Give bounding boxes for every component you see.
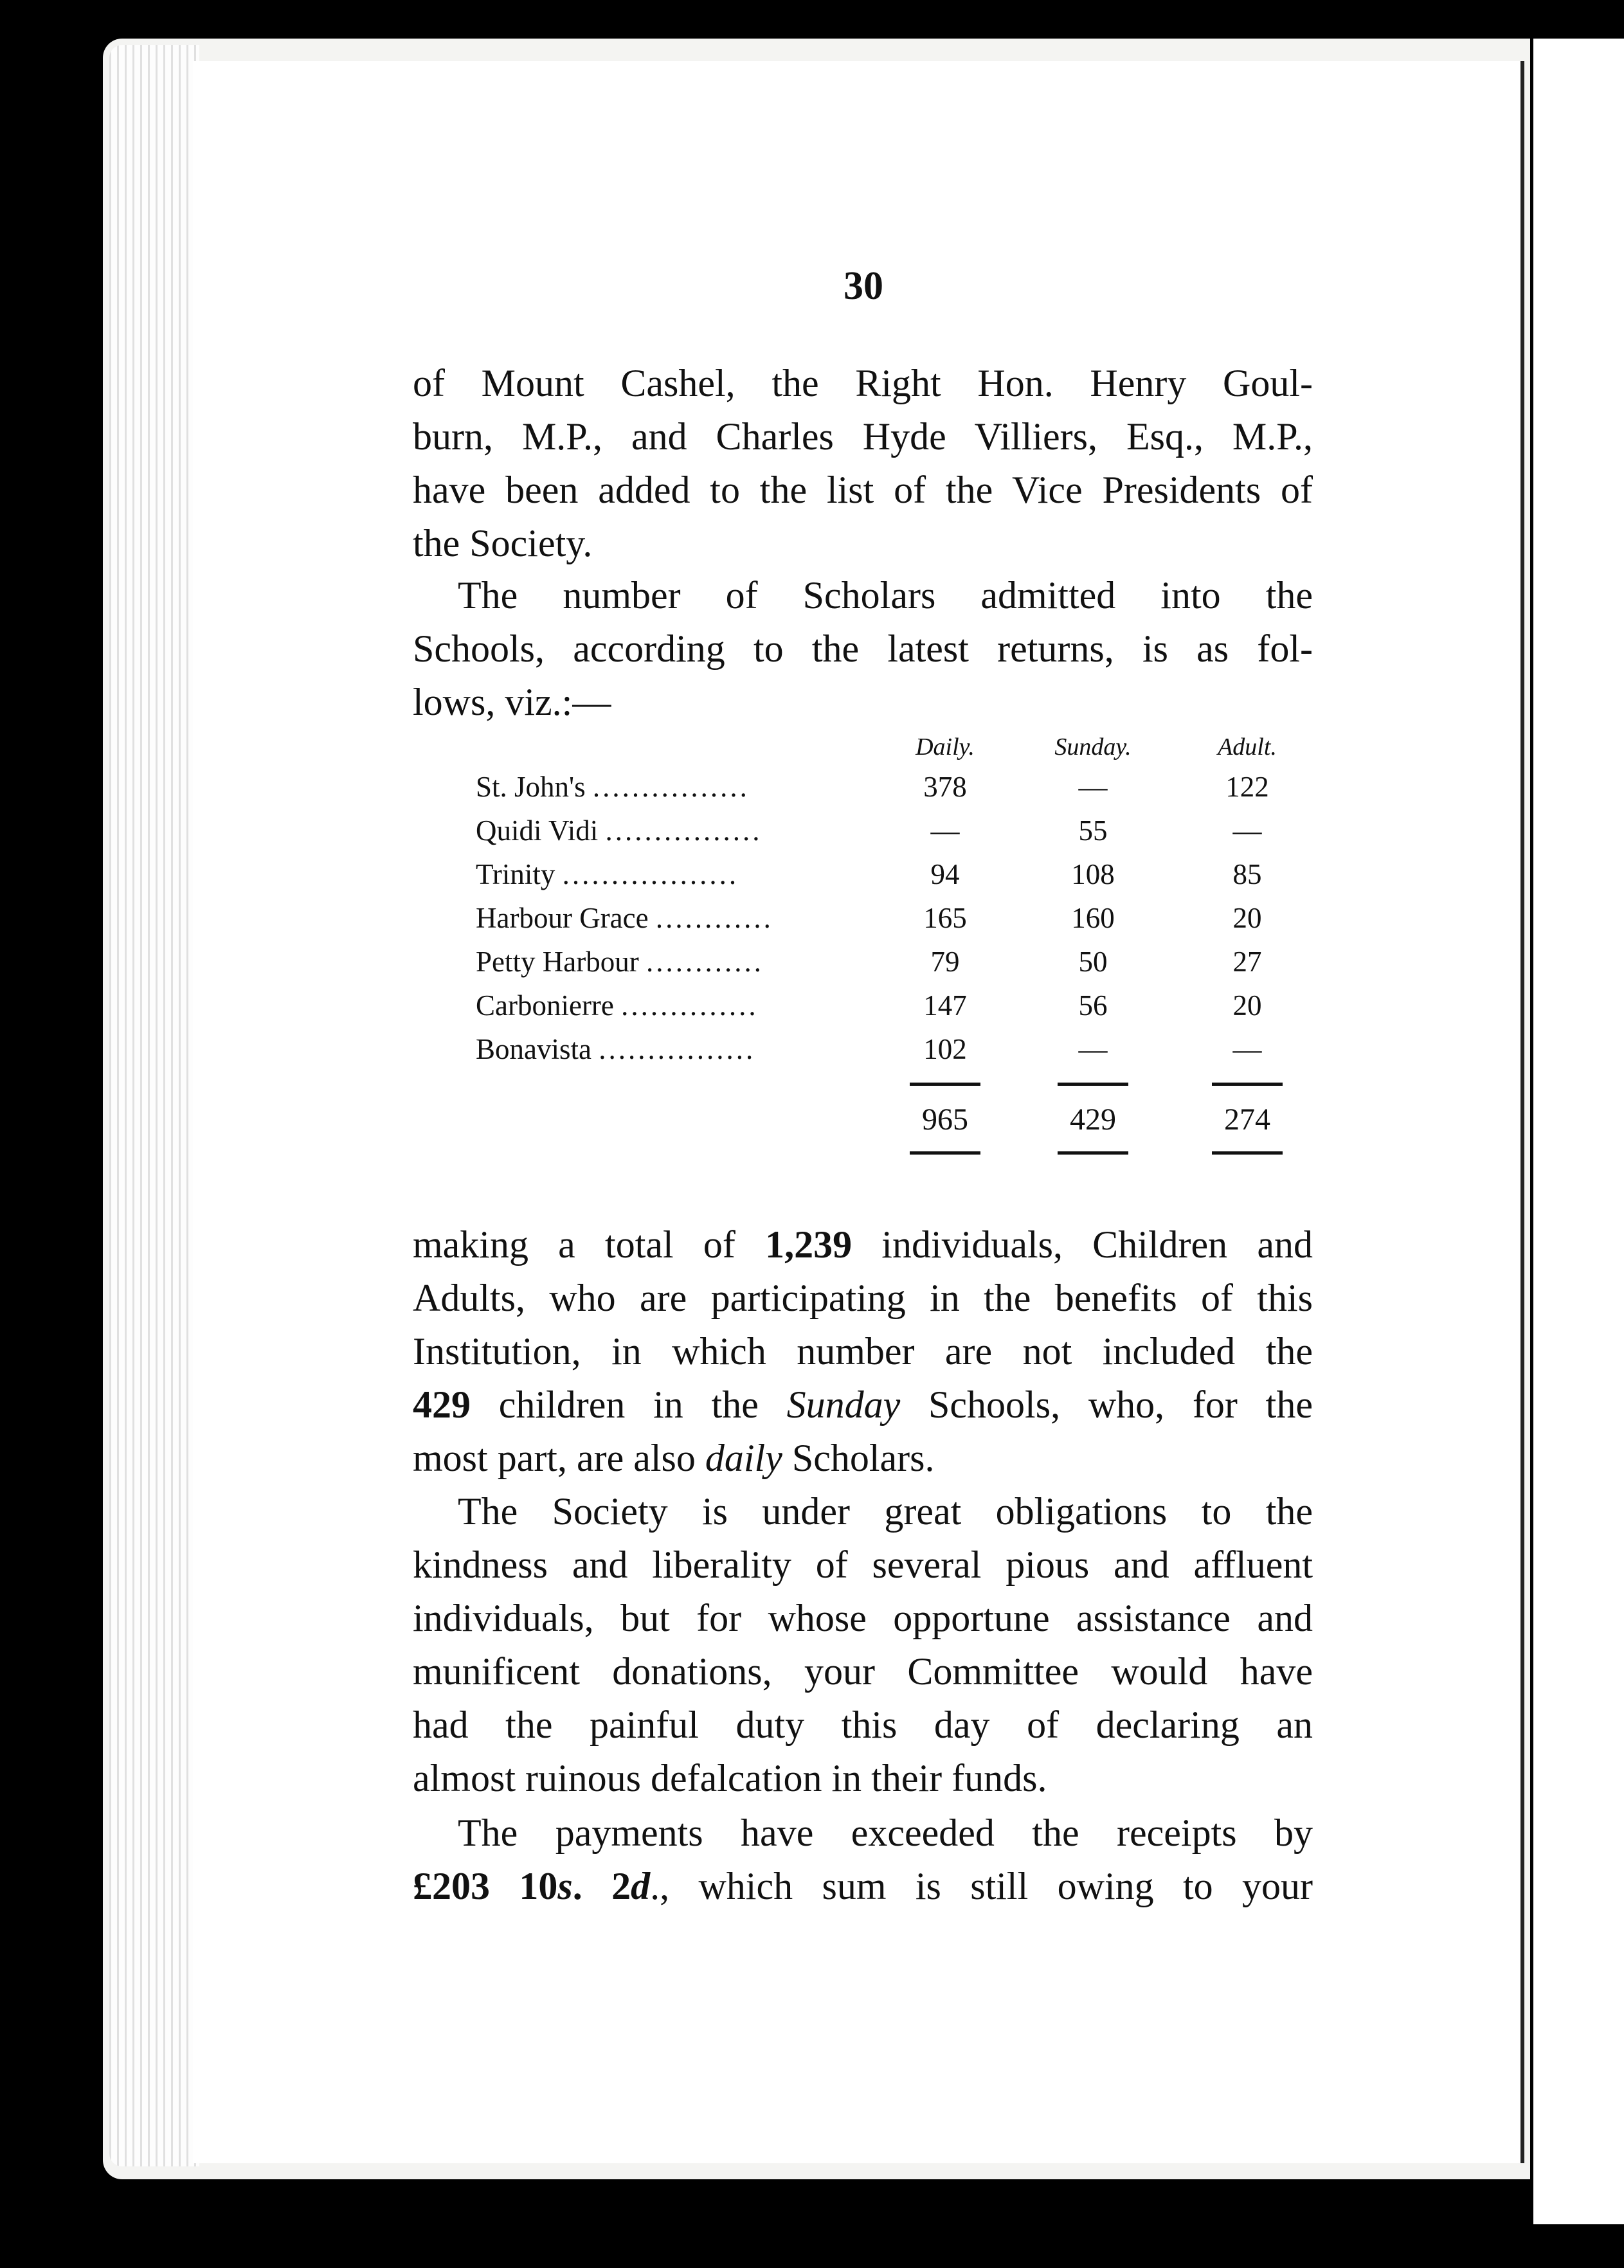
daily-count: 147 <box>923 989 967 1022</box>
text-line: Adults, who are participating in the benefits of this <box>413 1277 1313 1319</box>
text-line: making a total of 1,239 individuals, Children and <box>413 1223 1313 1266</box>
sunday-count: 108 <box>1071 858 1115 890</box>
rule-row <box>476 1071 1299 1097</box>
school-name: Harbour Grace ............ <box>476 902 773 934</box>
text-line: kindness and liberality of several pious and affluent <box>413 1544 1313 1586</box>
column-rule <box>910 1151 980 1155</box>
page-stack-edges <box>109 45 199 2166</box>
total-adult: 274 <box>1224 1102 1270 1137</box>
column-rule <box>1058 1151 1128 1155</box>
adult-count: 20 <box>1232 989 1262 1022</box>
table-row <box>476 765 1299 809</box>
adult-count: 122 <box>1225 771 1269 803</box>
rule-row <box>476 1148 1299 1174</box>
adult-count: 20 <box>1232 902 1262 934</box>
text-line: had the painful duty this day of declaring an <box>413 1704 1313 1746</box>
text-line: The number of Scholars admitted into the <box>458 574 1313 616</box>
text-line: The Society is under great obligations to the <box>458 1490 1313 1533</box>
text-line: most part, are also daily Scholars. <box>413 1437 935 1479</box>
text-line: Schools, according to the latest returns, is as fol- <box>413 627 1313 670</box>
table-row <box>476 852 1299 896</box>
column-header-adult: Adult. <box>1218 734 1277 760</box>
daily-count: 165 <box>923 902 967 934</box>
sunday-count: 160 <box>1071 902 1115 934</box>
school-name: Quidi Vidi ................ <box>476 815 762 847</box>
text-line: 429 children in the Sunday Schools, who, for the <box>413 1383 1313 1426</box>
adult-count: — <box>1232 1033 1262 1065</box>
totals-row <box>476 1097 1299 1148</box>
adult-count: — <box>1232 815 1262 847</box>
sunday-count: 55 <box>1078 815 1108 847</box>
column-rule <box>910 1083 980 1086</box>
school-name: Bonavista ................ <box>476 1033 756 1065</box>
text-line: lows, viz.:— <box>413 681 611 723</box>
text-line: of Mount Cashel, the Right Hon. Henry Goul- <box>413 362 1313 404</box>
paragraph-vice-presidents <box>413 357 1313 570</box>
total-sunday: 429 <box>1070 1102 1116 1137</box>
text-line: have been added to the list of the Vice Presidents of <box>413 469 1313 511</box>
adult-count: 85 <box>1232 858 1262 890</box>
school-name: Trinity .................. <box>476 858 739 890</box>
text-line: Institution, in which number are not included the <box>413 1330 1313 1372</box>
adult-count: 27 <box>1232 946 1262 978</box>
text-line: The payments have exceeded the receipts by <box>458 1812 1313 1854</box>
column-rule <box>1212 1151 1283 1155</box>
table-body <box>476 765 1299 1071</box>
scholars-table <box>476 726 1299 1174</box>
paragraph-obligations <box>413 1485 1313 1805</box>
table-row <box>476 984 1299 1027</box>
column-rule <box>1212 1083 1283 1086</box>
table-row <box>476 809 1299 852</box>
sunday-count: 56 <box>1078 989 1108 1022</box>
text-line: individuals, but for whose opportune assistance and <box>413 1597 1313 1639</box>
sunday-count: — <box>1078 771 1108 803</box>
sunday-count: — <box>1078 1033 1108 1065</box>
paragraph-scholars-intro <box>413 569 1313 729</box>
daily-count: 102 <box>923 1033 967 1065</box>
school-name: Petty Harbour ............ <box>476 946 764 978</box>
sunday-count: 50 <box>1078 946 1108 978</box>
table-header <box>476 726 1299 765</box>
school-name: Carbonierre .............. <box>476 989 759 1022</box>
text-line: almost ruinous defalcation in their funds. <box>413 1757 1047 1799</box>
paragraph-payments <box>413 1806 1313 1913</box>
table-row <box>476 896 1299 940</box>
column-header-sunday: Sunday. <box>1054 734 1132 760</box>
column-rule <box>1058 1083 1128 1086</box>
column-header-daily: Daily. <box>916 734 975 760</box>
daily-count: 79 <box>930 946 960 978</box>
daily-count: — <box>930 815 960 847</box>
text-line: munificent donations, your Committee would have <box>413 1650 1313 1693</box>
total-daily: 965 <box>922 1102 968 1137</box>
table-row <box>476 940 1299 984</box>
text-line: burn, M.P., and Charles Hyde Villiers, Esq., M.P., <box>413 415 1313 458</box>
text-line: £203 10s. 2d., which sum is still owing to your <box>413 1865 1313 1907</box>
daily-count: 378 <box>923 771 967 803</box>
school-name: St. John's ................ <box>476 771 750 803</box>
daily-count: 94 <box>930 858 960 890</box>
adjacent-page <box>1533 39 1624 2224</box>
paragraph-total <box>413 1218 1313 1485</box>
table-row <box>476 1027 1299 1071</box>
text-line: the Society. <box>413 522 593 564</box>
page-number: 30 <box>844 264 883 308</box>
